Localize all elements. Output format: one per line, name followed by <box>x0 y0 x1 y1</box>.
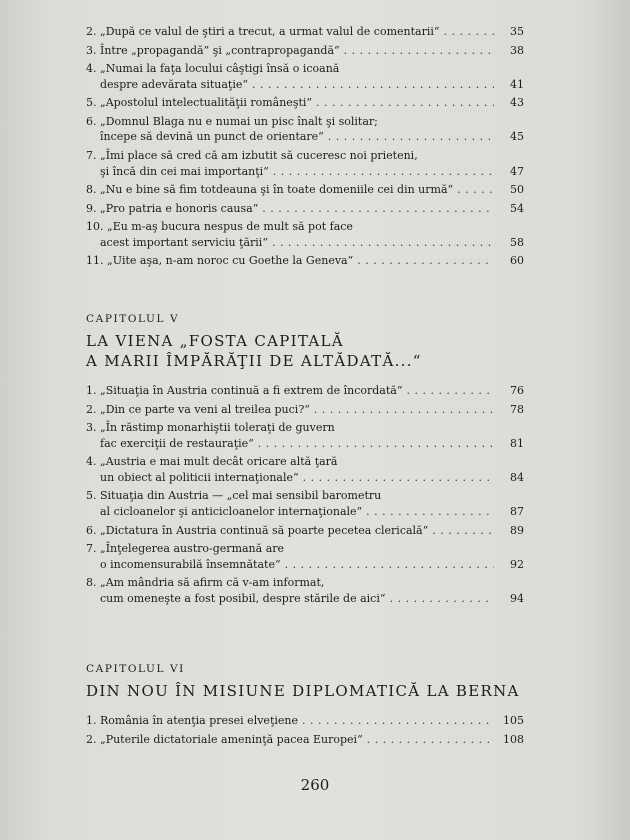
toc-entry-page-number: 84 <box>510 470 524 484</box>
toc-entry-page-number: 92 <box>510 557 524 571</box>
toc-entry-page-number: 81 <box>510 436 524 450</box>
toc-entry-page-number: 94 <box>510 592 524 606</box>
chapter-title-line: LA VIENA „FOSTA CAPITALĂ <box>86 332 344 350</box>
toc-entry <box>86 420 524 451</box>
toc-list <box>86 24 524 269</box>
toc-entry-text: 5. Situaţia din Austria — „cel mai sensibil barometru <box>86 489 382 503</box>
toc-entry-text: 8. „Am mândria să afirm că v-am informat, <box>86 576 325 590</box>
toc-entry-text: 1. „Situaţia în Austria continuă a fi extrem de încordată“ . . . <box>86 383 494 399</box>
toc-entry <box>86 43 524 59</box>
toc-entry-text: despre adevărata situaţie“ . . . <box>86 77 494 93</box>
toc-entry <box>86 219 524 250</box>
toc-entry <box>86 201 524 217</box>
toc-entry-text: al cicloanelor şi anticicloanelor internaţionale“ . . . <box>86 504 494 520</box>
toc-entry-text: acest important serviciu ţării“ . . . <box>86 235 494 251</box>
toc-entry-text: 3. Între „propagandă” şi „contrapropagandă“ . . . <box>86 43 494 59</box>
toc-entry-page-number: 35 <box>510 25 524 38</box>
toc-entry-text: 6. „Dictatura în Austria continuă să poarte pecetea clericală“ . . . <box>86 523 494 539</box>
toc-entry-text: 1. România în atenţia presei elveţiene . . . <box>86 713 494 729</box>
toc-entry-page-number: 105 <box>503 714 524 727</box>
toc-entry-text: fac exerciţii de restauraţie“ . . . <box>86 436 494 452</box>
toc-entry-text: 9. „Pro patria e honoris causa“ . . . <box>86 201 494 217</box>
toc-entry-text: începe să devină un punct de orientare“ . . . <box>86 129 494 145</box>
toc-entry <box>86 732 524 748</box>
toc-entry-page-number: 78 <box>510 402 524 416</box>
page-number: 260 <box>300 776 330 794</box>
toc-entry-text: o incomensurabilă însemnătate“ . . . <box>86 557 494 573</box>
toc-section-chapter-v <box>86 312 524 610</box>
toc-entry <box>86 24 524 40</box>
toc-entry-text: un obiect al politicii internaţionale“ . . . <box>86 470 494 486</box>
toc-entry <box>86 253 524 269</box>
toc-entry-text: 5. „Apostolul intelectualităţii româneşti“ . . . <box>86 95 494 111</box>
toc-entry-text: 3. „În răstimp monarhiştii toleraţi de guvern <box>86 421 335 434</box>
toc-entry-text: 10. „Eu m-aş bucura nespus de mult să pot face <box>86 220 353 234</box>
toc-entry <box>86 95 524 111</box>
toc-section-previous-chapter <box>86 24 524 272</box>
toc-entry-page-number: 58 <box>510 235 524 249</box>
toc-entry <box>86 114 524 145</box>
toc-entry <box>86 383 524 399</box>
chapter-label: CAPITOLUL VI <box>86 663 185 675</box>
toc-entry-page-number: 89 <box>510 523 524 537</box>
toc-entry <box>86 454 524 485</box>
toc-entry <box>86 713 524 729</box>
toc-entry <box>86 488 524 519</box>
toc-entry-page-number: 38 <box>510 43 524 57</box>
toc-entry <box>86 541 524 572</box>
toc-entry <box>86 61 524 92</box>
toc-entry-page-number: 60 <box>510 254 524 268</box>
toc-entry-page-number: 45 <box>510 130 524 144</box>
toc-entry <box>86 182 524 198</box>
chapter-title <box>86 681 524 701</box>
chapter-title-line: DIN NOU ÎN MISIUNE DIPLOMATICĂ LA BERNA <box>86 682 520 700</box>
toc-entry-page-number: 50 <box>510 183 524 197</box>
toc-entry-page-number: 47 <box>510 164 524 178</box>
toc-section-chapter-vi <box>86 662 524 750</box>
toc-list <box>86 383 524 607</box>
toc-entry-page-number: 87 <box>510 505 524 519</box>
toc-entry-text: cum omeneşte a fost posibil, despre stările de aici“ . . . <box>86 591 494 607</box>
toc-entry-page-number: 76 <box>510 384 524 397</box>
toc-entry-text: 4. „Numai la faţa locului câştigi însă o icoană <box>86 62 340 75</box>
chapter-title-line: A MARII ÎMPĂRĂŢII DE ALTĂDATĂ...“ <box>86 352 422 370</box>
toc-entry-text: 2. „Puterile dictatoriale ameninţă pacea Europei“ . . . <box>86 732 494 748</box>
toc-entry-page-number: 54 <box>510 201 524 215</box>
toc-entry-text: şi încă din cei mai importanţi“ . . . <box>86 164 494 180</box>
toc-entry <box>86 575 524 606</box>
toc-entry-text: 7. „Îmi place să cred că am izbutit să cuceresc noi prieteni, <box>86 148 418 162</box>
toc-entry-text: 8. „Nu e bine să fim totdeauna şi în toate domeniile cei din urmă“ . . . <box>86 182 494 198</box>
toc-entry-text: 4. „Austria e mai mult decât oricare altă ţară <box>86 455 338 469</box>
toc-entry-text: 2. „După ce valul de ştiri a trecut, a urmat valul de comentarii“ . . . <box>86 24 494 40</box>
toc-entry-text: 6. „Domnul Blaga nu e numai un pisc înalt şi solitar; <box>86 114 378 128</box>
toc-entry-page-number: 108 <box>503 732 524 746</box>
chapter-label: CAPITOLUL V <box>86 313 180 325</box>
toc-entry-text: 11. „Uite aşa, n-am noroc cu Goethe la Geneva“ . . . <box>86 253 494 269</box>
toc-entry <box>86 148 524 179</box>
toc-entry-text: 2. „Din ce parte va veni al treilea puci?“ . . . <box>86 402 494 418</box>
toc-entry-text: 7. „Înţelegerea austro-germană are <box>86 542 285 556</box>
toc-entry-page-number: 43 <box>510 96 524 110</box>
toc-entry <box>86 523 524 539</box>
toc-list <box>86 713 524 747</box>
chapter-title <box>86 331 524 371</box>
toc-entry-page-number: 41 <box>510 77 524 91</box>
toc-entry <box>86 402 524 418</box>
